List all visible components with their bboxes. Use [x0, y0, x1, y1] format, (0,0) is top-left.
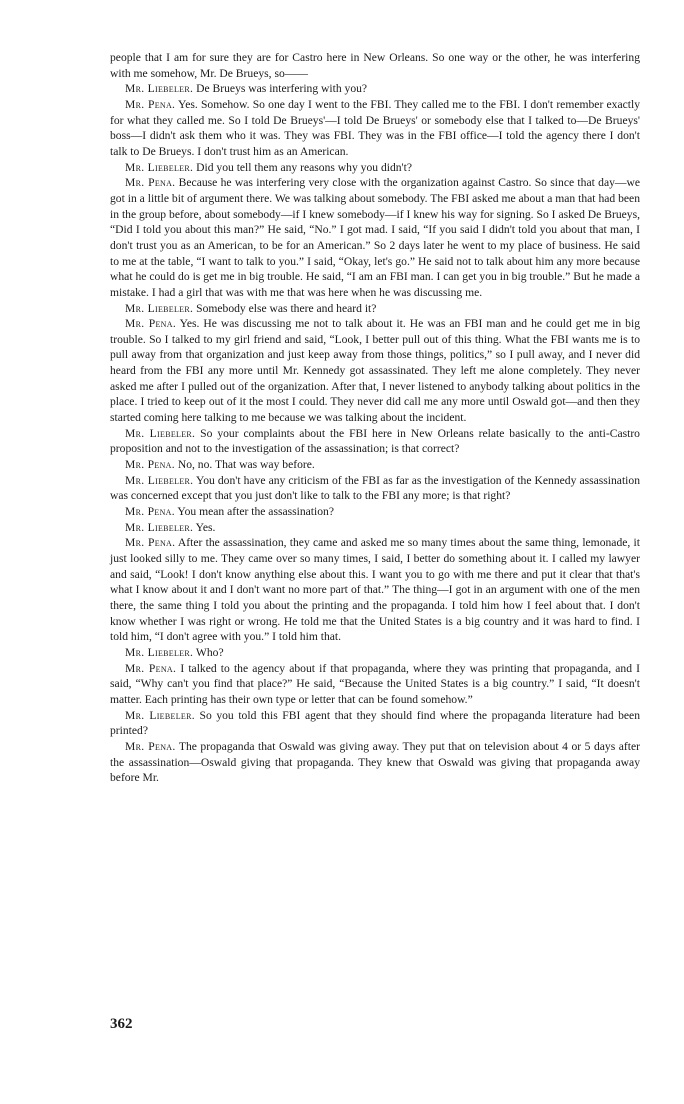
page-number: 362 — [110, 1016, 133, 1032]
speaker-name: Mr. Liebeler. — [125, 426, 196, 440]
paragraph-text: Who? — [193, 645, 224, 659]
transcript-paragraph — [110, 50, 640, 81]
speaker-name: Mr. Liebeler. — [125, 473, 194, 487]
transcript-paragraph — [110, 160, 640, 176]
speaker-name: Mr. Pena. — [125, 739, 176, 753]
transcript-paragraph — [110, 739, 640, 786]
transcript-paragraph — [110, 81, 640, 97]
paragraph-text: You mean after the assassination? — [174, 505, 334, 519]
transcript-paragraph — [110, 316, 640, 426]
paragraph-text: De Brueys was interfering with you? — [193, 82, 368, 96]
speaker-name: Mr. Liebeler. — [125, 645, 194, 659]
transcript-paragraph — [110, 97, 640, 160]
speaker-name: Mr. Pena. — [125, 661, 177, 675]
paragraph-text: So your complaints about the FBI here in New Orleans relate basically to the anti-Castro proposition and not to the investigation of the assassination; is that correct? — [110, 426, 640, 456]
transcript-paragraph — [110, 457, 640, 473]
transcript-paragraph — [110, 645, 640, 661]
paragraph-text: Yes. — [193, 520, 216, 534]
paragraph-text: people that I am for sure they are for Castro here in New Orleans. So one way or the other, he was interfering with me somehow, Mr. De Brueys, so—— — [110, 51, 640, 80]
paragraph-text: Did you tell them any reasons why you didn't? — [193, 160, 413, 174]
paragraph-text: The propaganda that Oswald was giving away. They put that on television about 4 or 5 days after the assassination—Oswald giving that propaganda. They knew that Oswald was giving that propaganda away before Mr. — [110, 739, 640, 785]
speaker-name: Mr. Pena. — [125, 176, 176, 190]
speaker-name: Mr. Liebeler. — [125, 82, 194, 96]
transcript-paragraph — [110, 535, 640, 645]
speaker-name: Mr. Liebeler. — [125, 520, 194, 534]
paragraph-text: After the assassination, they came and asked me so many times about the same thing, lemonade, it just looked silly to me. They came over so many times, I said, I better do something about it. I called my lawyer and said, “Look! I don't know anything else about this. I want you to go with me there and put it clear that that's what I know about it and I don't want no more part of that.” The thing—I got in an argument with one of the men there, the same thing I told you about the printing and the propaganda. I told him how I feel about that. I don't know whether I was right or wrong. He told me that the United States is a big country and it was hard to find. I told him, “I don't agree with you.” I told him that. — [110, 536, 640, 644]
speaker-name: Mr. Liebeler. — [125, 160, 194, 174]
paragraph-text: Somebody else was there and heard it? — [193, 301, 377, 315]
paragraph-text: Yes. He was discussing me not to talk about it. He was an FBI man and he could get me in big trouble. So I talked to my girl friend and said, “Look, I better pull out of this thing. What the FBI wants me is to pull away from that organization and just keep away from those things, politics,” so I pull away, and I never did heard from the FBI any more until Mr. Kennedy got assassinated. They left me alone completely. They never asked me after I pulled out of the organization. After that, I never listened to anybody talking about politics in the place. I tried to keep out of it the most I could. They never did call me any more until Oswald got—and then they started coming here talking to me because we was talking about the incident. — [110, 317, 640, 425]
speaker-name: Mr. Pena. — [125, 458, 175, 472]
transcript-paragraph — [110, 661, 640, 708]
paragraph-text: You don't have any criticism of the FBI as far as the investigation of the Kennedy assassination was concerned except that you just don't like to talk to the FBI any more; is that right? — [110, 473, 640, 503]
speaker-name: Mr. Pena. — [125, 317, 177, 331]
transcript-paragraph — [110, 301, 640, 317]
paragraph-text: No, no. That was way before. — [174, 458, 315, 472]
paragraph-text: Yes. Somehow. So one day I went to the FBI. They called me to the FBI. I don't remember exactly for what they called me. So I told De Brueys'—I told De Brueys' or somebody else that I talked to—De Brueys' boss—I didn't ask them who it was. They was FBI. They was in the FBI office—I told the agency there I don't talk to De Brueys. I don't trust him as an American. — [110, 97, 640, 158]
speaker-name: Mr. Liebeler. — [125, 301, 194, 315]
transcript-paragraph — [110, 473, 640, 504]
transcript-paragraph — [110, 175, 640, 300]
paragraph-text: I talked to the agency about if that propaganda, where they was printing that propaganda, and I said, “Why can't you find that place?” He said, “Because the United States is a big country.” I said, “It doesn't matter. Each printing has their own type or letter that can be found somehow.” — [110, 661, 640, 706]
paragraph-text: So you told this FBI agent that they should find where the propaganda literature had been printed? — [110, 708, 640, 738]
speaker-name: Mr. Liebeler. — [125, 708, 195, 722]
transcript-body — [110, 50, 640, 786]
transcript-paragraph — [110, 708, 640, 739]
speaker-name: Mr. Pena. — [125, 505, 175, 519]
transcript-paragraph — [110, 426, 640, 457]
transcript-paragraph — [110, 504, 640, 520]
speaker-name: Mr. Pena. — [125, 536, 176, 550]
paragraph-text: Because he was interfering very close with the organization against Castro. So since that day—we got in a little bit of argument there. We was talking about somebody. The FBI asked me about a man that had been in the group before, about somebody—if I knew somebody—if I knew his way for signing. So I asked De Brueys, “Did I told you about this man?” He said, “No.” I got mad. I said, “If you said I didn't told you about that man, I don't trust you as an American, to be for an American.” So 2 days later he went to my place of business. He said to me at the table, “I want to talk to you.” I said, “Okay, let's go.” He said not to talk about him any more because what he could do is get me in big trouble. He said, “I am an FBI man. I can get you in big trouble.” But he made a mistake. I had a girl that was with me that was here when he was discussing me. — [110, 176, 640, 299]
transcript-paragraph — [110, 520, 640, 536]
speaker-name: Mr. Pena. — [125, 97, 176, 111]
